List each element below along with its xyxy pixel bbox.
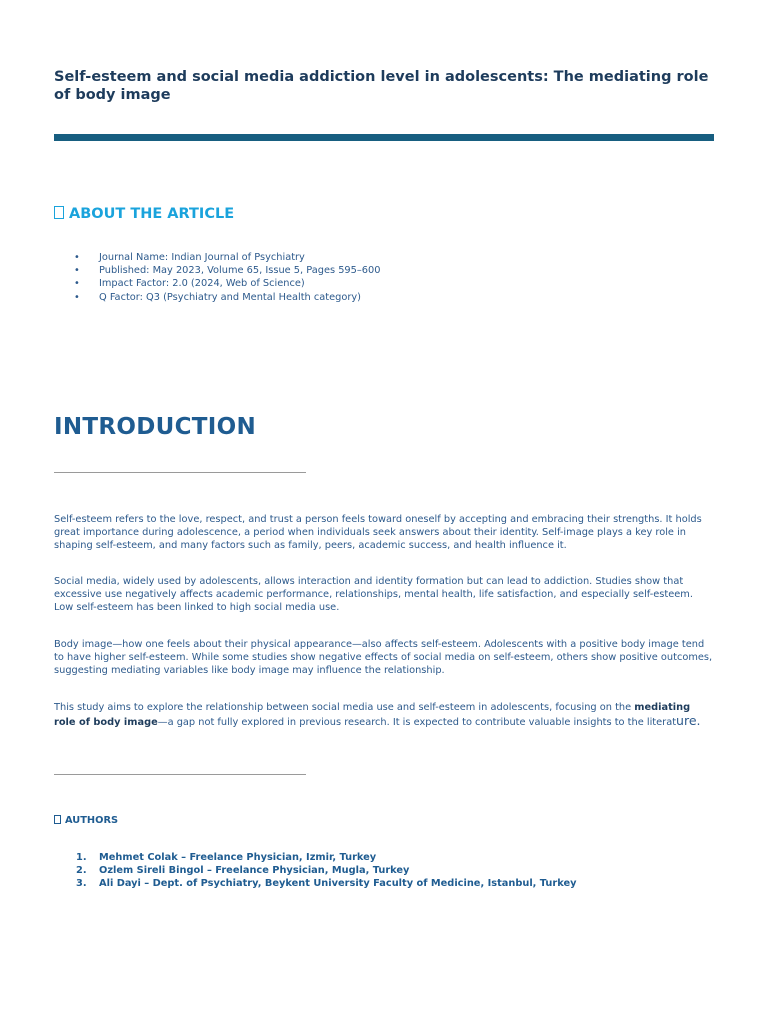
closing-text-end: —a gap not fully explored in previous research. It is expected to contribute valuable insights to the literat bbox=[157, 717, 677, 729]
intro-closing-paragraph bbox=[54, 701, 714, 729]
author-item bbox=[54, 864, 577, 877]
about-article-heading bbox=[54, 206, 234, 222]
people-icon bbox=[54, 815, 61, 824]
author-name: Ozlem Sireli Bingol – Freelance Physician, Mugla, Turkey bbox=[99, 865, 410, 877]
author-number: 1. bbox=[76, 852, 87, 863]
author-number: 2. bbox=[76, 865, 87, 877]
authors-list bbox=[54, 851, 577, 891]
introduction-heading: INTRODUCTION bbox=[54, 414, 257, 440]
about-heading-text: ABOUT THE ARTICLE bbox=[69, 206, 235, 222]
intro-paragraph: Self-esteem refers to the love, respect, and trust a person feels toward oneself by accepting and embracing their strengths. It holds great importance during adolescence, a period when individuals seek answers about their identity. Self-image plays a key role in shaping self-esteem, and many factors such as family, peers, academic success, and health influence it. bbox=[54, 514, 702, 552]
authors-heading-text: AUTHORS bbox=[65, 815, 119, 826]
intro-paragraph: Social media, widely used by adolescents, allows interaction and identity formation but can lead to addiction. Studies show that excessive use negatively affects academic performance, relationships, mental health, life satisfaction, and especially self-esteem. Low self-esteem has been linked to high social media use. bbox=[54, 576, 693, 614]
author-name: Mehmet Colak – Freelance Physician, Izmir, Turkey bbox=[99, 852, 377, 863]
section-divider bbox=[54, 472, 306, 473]
closing-text-emphasis: mediating role of body image bbox=[54, 702, 691, 729]
closing-text-start: This study aims to explore the relationship between social media use and self-esteem in adolescents, focusing on the bbox=[54, 702, 635, 713]
closing-text-tail: ure. bbox=[676, 713, 701, 729]
author-name: Ali Dayi – Dept. of Psychiatry, Beykent University Faculty of Medicine, Istanbul, Turkey bbox=[99, 878, 577, 890]
author-item bbox=[54, 851, 577, 864]
list-item: • Published: May 2023, Volume 65, Issue 5, Pages 595–600 bbox=[54, 264, 381, 277]
list-item: • Impact Factor: 2.0 (2024, Web of Science) bbox=[54, 277, 381, 290]
about-article-list bbox=[54, 251, 381, 304]
document-title: Self-esteem and social media addiction level in adolescents: The mediating role of body image bbox=[54, 69, 709, 103]
author-item bbox=[54, 877, 577, 890]
bookmark-icon bbox=[54, 206, 64, 219]
list-item: • Journal Name: Indian Journal of Psychiatry bbox=[54, 251, 381, 264]
title-divider bbox=[54, 134, 714, 141]
authors-heading bbox=[54, 815, 118, 826]
intro-paragraph: Body image—how one feels about their physical appearance—also affects self-esteem. Adolescents with a positive body image tend to have higher self-esteem. While some studies show negative effects of social media on self-esteem, others show positive outcomes, suggesting mediating variables like body image may influence the relationship. bbox=[54, 639, 713, 677]
section-divider bbox=[54, 774, 306, 775]
list-item: • Q Factor: Q3 (Psychiatry and Mental Health category) bbox=[54, 291, 381, 304]
author-number: 3. bbox=[76, 878, 87, 890]
